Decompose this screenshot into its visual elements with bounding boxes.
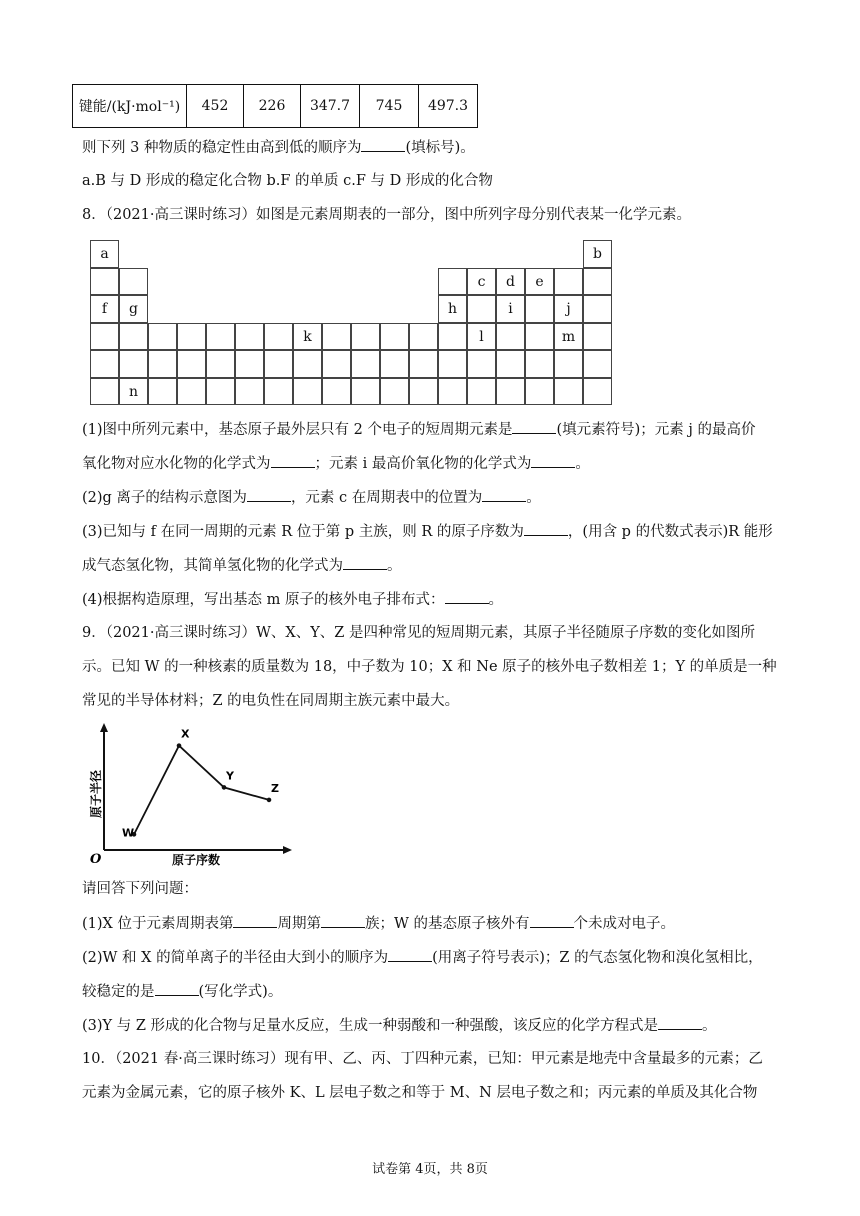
q8-part1a (82, 419, 756, 440)
element-cell (525, 350, 554, 378)
answer-blank[interactable] (388, 947, 432, 962)
element-cell-j: j (554, 295, 583, 323)
answer-blank[interactable] (233, 913, 277, 928)
radius-series-line (134, 746, 269, 835)
element-cell (90, 350, 119, 378)
q10-line-1: 10．（2021 春·高三课时练习）现有甲、乙、丙、丁四种元素，已知：甲元素是地壳中含量最多的元素；乙 (82, 1051, 763, 1067)
element-cell (583, 268, 612, 296)
element-cell (496, 350, 525, 378)
q8-text: 。 (387, 558, 402, 574)
element-cell-l: l (467, 323, 496, 351)
q8-text: (1)图中所列元素中，基态原子最外层只有 2 个电子的短周期元素是 (82, 422, 513, 438)
point-Y (222, 785, 227, 790)
q7-text: (填标号)。 (405, 140, 475, 156)
q8-text: ，元素 c 在周期表中的位置为 (290, 490, 483, 506)
element-cell (351, 378, 380, 406)
point-label-Y: Y (226, 769, 234, 783)
element-cell (322, 350, 351, 378)
q9-part2b (82, 981, 282, 1002)
element-cell (90, 323, 119, 351)
element-cell (583, 350, 612, 378)
bond-value: 745 (360, 85, 419, 128)
q9-intro-1: 9．（2021·高三课时练习）W、X、Y、Z 是四种常见的短周期元素，其原子半径随原子序数的变化如图所 (82, 625, 755, 641)
element-cell (264, 323, 293, 351)
element-cell-e: e (525, 268, 554, 296)
q7-text: 则下列 3 种物质的稳定性由高到低的顺序为 (82, 140, 362, 156)
element-cell-h: h (438, 295, 467, 323)
element-cell (438, 323, 467, 351)
element-cell (235, 323, 264, 351)
element-cell (90, 378, 119, 406)
element-cell (467, 295, 496, 323)
element-cell (119, 268, 148, 296)
element-cell (467, 350, 496, 378)
element-cell (206, 323, 235, 351)
answer-blank[interactable] (658, 1015, 702, 1030)
element-cell (351, 350, 380, 378)
q8-text: 。 (575, 456, 590, 472)
q8-text: 氧化物对应水化物的化学式为 (82, 456, 271, 472)
q9-part1 (82, 913, 675, 934)
q7-options: a.B 与 D 形成的稳定化合物 b.F 的单质 c.F 与 D 形成的化合物 (82, 173, 493, 189)
element-cell (119, 350, 148, 378)
answer-blank[interactable] (321, 913, 365, 928)
atomic-radius-chart (86, 722, 296, 872)
q8-part3a (82, 521, 773, 542)
q9-text: 。 (702, 1018, 717, 1034)
q10-line-2: 元素为金属元素，它的原子核外 K、L 层电子数之和等于 M、N 层电子数之和；丙元素的单质及其化合物 (82, 1085, 758, 1101)
q9-text: 族；W 的基态原子核外有 (364, 916, 530, 932)
element-cell (235, 350, 264, 378)
element-cell (525, 323, 554, 351)
point-label-X: X (181, 727, 190, 741)
element-cell (119, 323, 148, 351)
answer-blank[interactable] (247, 487, 291, 502)
element-cell (380, 378, 409, 406)
q8-text: (2)g 离子的结构示意图为 (82, 490, 247, 506)
element-cell (438, 378, 467, 406)
element-cell (583, 295, 612, 323)
q9-text: (3)Y 与 Z 形成的化合物与足量水反应，生成一种弱酸和一种强酸，该反应的化学方程式是 (82, 1018, 659, 1034)
element-cell-f: f (90, 295, 119, 323)
element-cell (583, 378, 612, 406)
x-axis-label: 原子序数 (171, 853, 221, 867)
q9-part2a (82, 947, 763, 968)
element-cell (148, 378, 177, 406)
element-cell (90, 268, 119, 296)
q9-text: 周期第 (277, 916, 321, 932)
answer-blank[interactable] (531, 453, 575, 468)
q9-text: 个未成对电子。 (573, 916, 675, 932)
bond-value: 452 (187, 85, 244, 128)
point-X (177, 743, 182, 748)
element-cell (322, 378, 351, 406)
q8-text: 。 (526, 490, 541, 506)
q8-text: ；元素 i 最高价氧化物的化学式为 (314, 456, 532, 472)
q8-part1b (82, 453, 590, 474)
element-cell-k: k (293, 323, 322, 351)
y-axis-arrow (100, 723, 108, 732)
element-cell (554, 350, 583, 378)
q9-intro-3: 常见的半导体材料；Z 的电负性在同周期主族元素中最大。 (82, 693, 460, 709)
element-cell-g: g (119, 295, 148, 323)
element-cell (177, 323, 206, 351)
element-cell (380, 350, 409, 378)
bond-value: 226 (244, 85, 301, 128)
q8-part4 (82, 589, 503, 610)
q8-text: 成气态氢化物，其简单氢化物的化学式为 (82, 558, 343, 574)
answer-blank[interactable] (271, 453, 315, 468)
q9-text: 较稳定的是 (82, 984, 155, 1000)
q8-text: (3)已知与 f 在同一周期的元素 R 位于第 p 主族，则 R 的原子序数为 (82, 524, 524, 540)
q8-part3b (82, 555, 402, 576)
q8-text: (4)根据构造原理，写出基态 m 原子的核外电子排布式： (82, 592, 445, 608)
bond-value: 347.7 (301, 85, 360, 128)
element-cell (206, 350, 235, 378)
element-cell-b: b (583, 240, 612, 268)
answer-blank[interactable] (445, 589, 489, 604)
q9-text: (1)X 位于元素周期表第 (82, 916, 234, 932)
element-cell (177, 378, 206, 406)
q8-text: 。 (488, 592, 504, 608)
element-cell-a: a (90, 240, 119, 268)
element-cell (351, 323, 380, 351)
answer-blank[interactable] (361, 137, 405, 152)
element-cell (148, 323, 177, 351)
bond-energy-table (72, 84, 478, 128)
q8-text: ，(用含 p 的代数式表示)R 能形 (567, 524, 773, 540)
element-cell (438, 268, 467, 296)
element-cell (177, 350, 206, 378)
answer-blank[interactable] (530, 913, 574, 928)
element-cell (554, 378, 583, 406)
q9-text: (用离子符号表示)；Z 的气态氢化物和溴化氢相比， (432, 950, 763, 966)
element-cell (409, 350, 438, 378)
q9-text: (2)W 和 X 的简单离子的半径由大到小的顺序为 (82, 950, 389, 966)
element-cell (322, 323, 351, 351)
element-cell (380, 323, 409, 351)
element-cell (467, 378, 496, 406)
answer-blank[interactable] (524, 521, 568, 536)
element-cell-m: m (554, 323, 583, 351)
element-cell (496, 323, 525, 351)
y-axis-label: 原子半径 (89, 769, 103, 819)
element-cell-d: d (496, 268, 525, 296)
answer-blank[interactable] (482, 487, 526, 502)
element-cell (264, 350, 293, 378)
element-cell (409, 323, 438, 351)
element-cell (525, 378, 554, 406)
answer-blank[interactable] (343, 555, 387, 570)
element-cell-i: i (496, 295, 525, 323)
element-cell (148, 350, 177, 378)
element-cell (525, 295, 554, 323)
element-cell (206, 378, 235, 406)
bond-value: 497.3 (419, 85, 478, 128)
origin-label: O (90, 852, 102, 867)
q8-part2 (82, 487, 541, 508)
element-cell (235, 378, 264, 406)
bond-energy-label: 键能/(kJ·mol⁻¹) (73, 85, 187, 128)
q9-ask: 请回答下列问题： (82, 881, 198, 897)
element-cell (554, 268, 583, 296)
element-cell (409, 378, 438, 406)
answer-blank[interactable] (512, 419, 556, 434)
q9-part3 (82, 1015, 717, 1036)
element-cell-c: c (467, 268, 496, 296)
q8-text: (填元素符号)；元素 j 的最高价 (556, 422, 756, 438)
element-cell (496, 378, 525, 406)
element-cell (293, 350, 322, 378)
q9-text: (写化学式)。 (198, 984, 283, 1000)
point-Z (267, 798, 272, 803)
element-cell (264, 378, 293, 406)
page-footer: 试卷第 4页，共 8页 (372, 1162, 488, 1177)
element-cell-n: n (119, 378, 148, 406)
element-cell (293, 378, 322, 406)
element-cell (583, 323, 612, 351)
point-label-Z: Z (271, 781, 279, 795)
point-label-W: W (122, 826, 135, 840)
x-axis-arrow (283, 846, 292, 854)
q7-order-line (82, 137, 475, 158)
q8-intro: 8．（2021·高三课时练习）如图是元素周期表的一部分，图中所列字母分别代表某一化学元素。 (82, 207, 691, 223)
element-cell (438, 350, 467, 378)
q9-intro-2: 示。已知 W 的一种核素的质量数为 18，中子数为 10；X 和 Ne 原子的核外电子数相差 1；Y 的单质是一种 (82, 659, 777, 675)
answer-blank[interactable] (155, 981, 199, 996)
